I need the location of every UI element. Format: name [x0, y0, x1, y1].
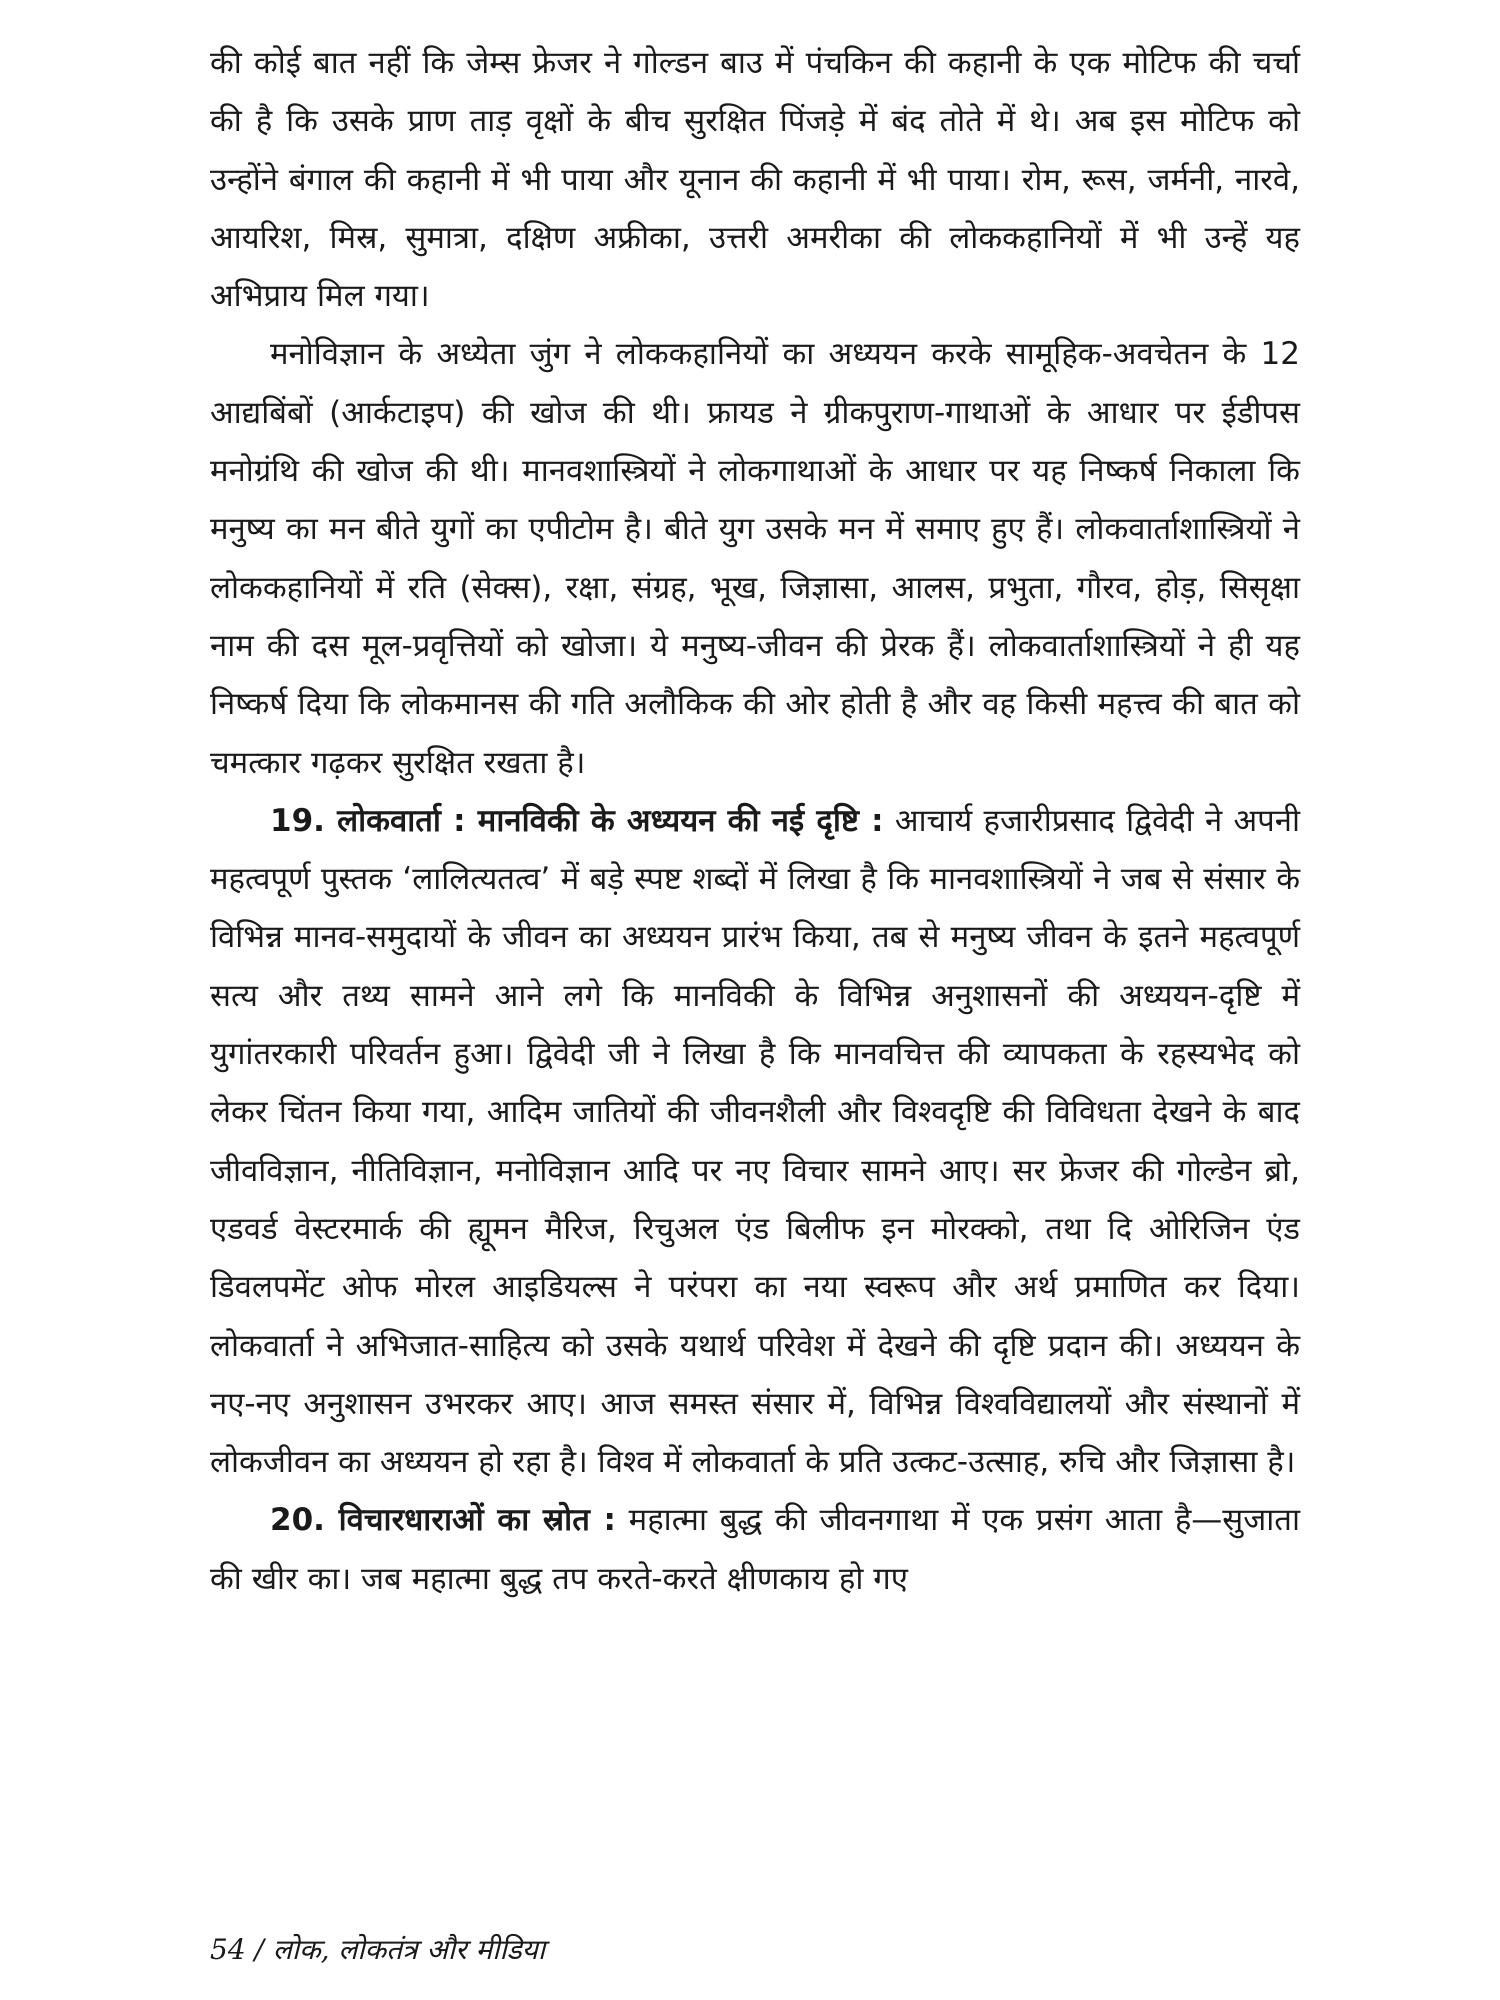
- paragraph-4-text: महात्मा बुद्ध की जीवनगाथा में एक प्रसंग आता है—सुजाता की खीर का। जब महात्मा बुद्ध तप करते-करते क्षीणकाय हो गए: [210, 1502, 1300, 1597]
- paragraph-3: [210, 792, 1300, 1492]
- section-19-heading: 19. लोकवार्ता : मानविकी के अध्ययन की नई दृष्टि :: [270, 802, 884, 839]
- paragraph-2-text: मनोविज्ञान के अध्येता जुंग ने लोककहानियों का अध्ययन करके सामूहिक-अवचेतन के 12 आद्यबिंबों (आर्कटाइप) की खोज की थी। फ्रायड ने ग्रीकपुराण-गाथाओं के आधार पर ईडीपस मनोग्रंथि की खोज की थी। मानवशास्त्रियों ने लोकगाथाओं के आधार पर यह निष्कर्ष निकाला कि मनुष्य का मन बीते युगों का एपीटोम है। बीते युग उसके मन में समाए हुए हैं। लोकवार्ताशास्त्रियों ने लोककहानियों में रति (सेक्स), रक्षा, संग्रह, भूख, जिज्ञासा, आलस, प्रभुता, गौरव, होड़, सिसृक्षा नाम की दस मूल-प्रवृत्तियों को खोजा। ये मनुष्य-जीवन की प्रेरक हैं। लोकवार्ताशास्त्रियों ने ही यह निष्कर्ष दिया कि लोकमानस की गति अलौकिक की ओर होती है और वह किसी महत्त्व की बात को चमत्कार गढ़कर सुरक्षित रखता है।: [210, 336, 1300, 781]
- paragraph-4: [210, 1491, 1300, 1608]
- paragraph-2: [210, 325, 1300, 791]
- paragraph-1-text: की कोई बात नहीं कि जेम्स फ्रेजर ने गोल्डन बाउ में पंचकिन की कहानी के एक मोटिफ की चर्चा की है कि उसके प्राण ताड़ वृक्षों के बीच सुरक्षित पिंजड़े में बंद तोते में थे। अब इस मोटिफ को उन्होंने बंगाल की कहानी में भी पाया और यूनान की कहानी में भी पाया। रोम, रूस, जर्मनी, नारवे, आयरिश, मिस्र, सुमात्रा, दक्षिण अफ्रीका, उत्तरी अमरीका की लोककहानियों में भी उन्हें यह अभिप्राय मिल गया।: [210, 45, 1300, 315]
- body-text: [210, 34, 1300, 1608]
- paragraph-3-text: आचार्य हजारीप्रसाद द्विवेदी ने अपनी महत्वपूर्ण पुस्तक ‘लालित्यतत्व’ में बड़े स्पष्ट शब्दों में लिखा है कि मानवशास्त्रियों ने जब से संसार के विभिन्न मानव-समुदायों के जीवन का अध्ययन प्रारंभ किया, तब से मनुष्य जीवन के इतने महत्वपूर्ण सत्य और तथ्य सामने आने लगे कि मानविकी के विभिन्न अनुशासनों की अध्ययन-दृष्टि में युगांतरकारी परिवर्तन हुआ। द्विवेदी जी ने लिखा है कि मानवचित्त की व्यापकता के रहस्यभेद को लेकर चिंतन किया गया, आदिम जातियों की जीवनशैली और विश्वदृष्टि की विविधता देखने के बाद जीवविज्ञान, नीतिविज्ञान, मनोविज्ञान आदि पर नए विचार सामने आए। सर फ्रेजर की गोल्डेन ब्रो, एडवर्ड वेस्टरमार्क की ह्यूमन मैरिज, रिचुअल एंड बिलीफ इन मोरक्को, तथा दि ओरिजिन एंड डिवलपमेंट ओफ मोरल आइडियल्स ने परंपरा का नया स्वरूप और अर्थ प्रमाणित कर दिया। लोकवार्ता ने अभिजात-साहित्य को उसके यथार्थ परिवेश में देखने की दृष्टि प्रदान की। अध्ययन के नए-नए अनुशासन उभरकर आए। आज समस्त संसार में, विभिन्न विश्वविद्यालयों और संस्थानों में लोकजीवन का अध्ययन हो रहा है। विश्व में लोकवार्ता के प्रति उत्कट-उत्साह, रुचि और जिज्ञासा है।: [210, 802, 1300, 1481]
- section-20-heading: 20. विचारधाराओं का स्रोत :: [270, 1502, 616, 1539]
- page-footer: 54 / लोक, लोकतंत्र और मीडिया: [210, 1933, 546, 1966]
- paragraph-1: [210, 34, 1300, 325]
